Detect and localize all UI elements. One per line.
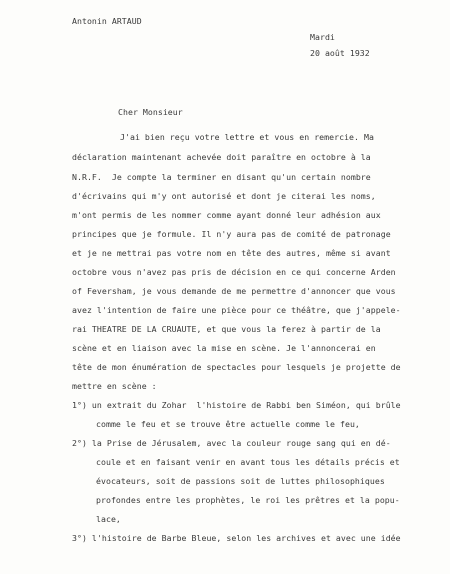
body-line: principes que je formule. Il n'y aura pas de comité de patronage [72, 229, 391, 239]
body-line: et je ne mettrai pas votre nom en tête des autres, même si avant [72, 248, 391, 258]
letter-author: Antonin ARTAUD [72, 16, 142, 26]
body-line: N.R.F. Je compte la terminer en disant qu'un certain nombre [72, 172, 371, 182]
body-line: avez l'intention de faire une pièce pour ce théâtre, que j'appele- [72, 305, 401, 315]
body-line: of Feversham, je vous demande de me permettre d'annoncer que vous [72, 286, 396, 296]
body-line: J'ai bien reçu votre lettre et vous en remercie. Ma [120, 132, 374, 142]
body-line: scène et en liaison avec la mise en scène. Je l'annoncerai en [72, 343, 376, 353]
list-item-3: 3°) l'histoire de Barbe Bleue, selon les archives et avec une idée [72, 533, 401, 543]
letter-salutation: Cher Monsieur [118, 107, 183, 117]
body-line: profondes entre les prophètes, le roi les prêtres et la popu- [96, 495, 400, 505]
body-line: comme le feu et se trouve être actuelle comme le feu, [96, 419, 360, 429]
body-line: coule et en faisant venir en avant tous les détails précis et [96, 457, 400, 467]
body-line: déclaration maintenant achevée doit paraître en octobre à la [72, 152, 371, 162]
body-line: tête de mon énumération de spectacles pour lesquels je projette de [72, 362, 401, 372]
body-line: d'écrivains qui m'y ont autorisé et dont je citerai les noms, [72, 191, 376, 201]
list-item-2: 2°) la Prise de Jérusalem, avec la couleur rouge sang qui en dé- [72, 438, 391, 448]
body-line: octobre vous n'avez pas pris de décision en ce qui concerne Arden [72, 267, 396, 277]
letter-weekday: Mardi [310, 32, 335, 42]
body-line: lace, [96, 514, 121, 524]
body-line: rai THEATRE DE LA CRUAUTE, et que vous la ferez à partir de la [72, 324, 381, 334]
body-line: évocateurs, soit de passions soit de luttes philosophiques [96, 476, 385, 486]
letter-date: 20 août 1932 [310, 48, 370, 58]
list-item-1: 1°) un extrait du Zohar l'histoire de Rabbi ben Siméon, qui brûle [72, 400, 401, 410]
body-line: m'ont permis de les nommer comme ayant donné leur adhésion aux [72, 210, 381, 220]
body-line: mettre en scène : [72, 381, 157, 391]
